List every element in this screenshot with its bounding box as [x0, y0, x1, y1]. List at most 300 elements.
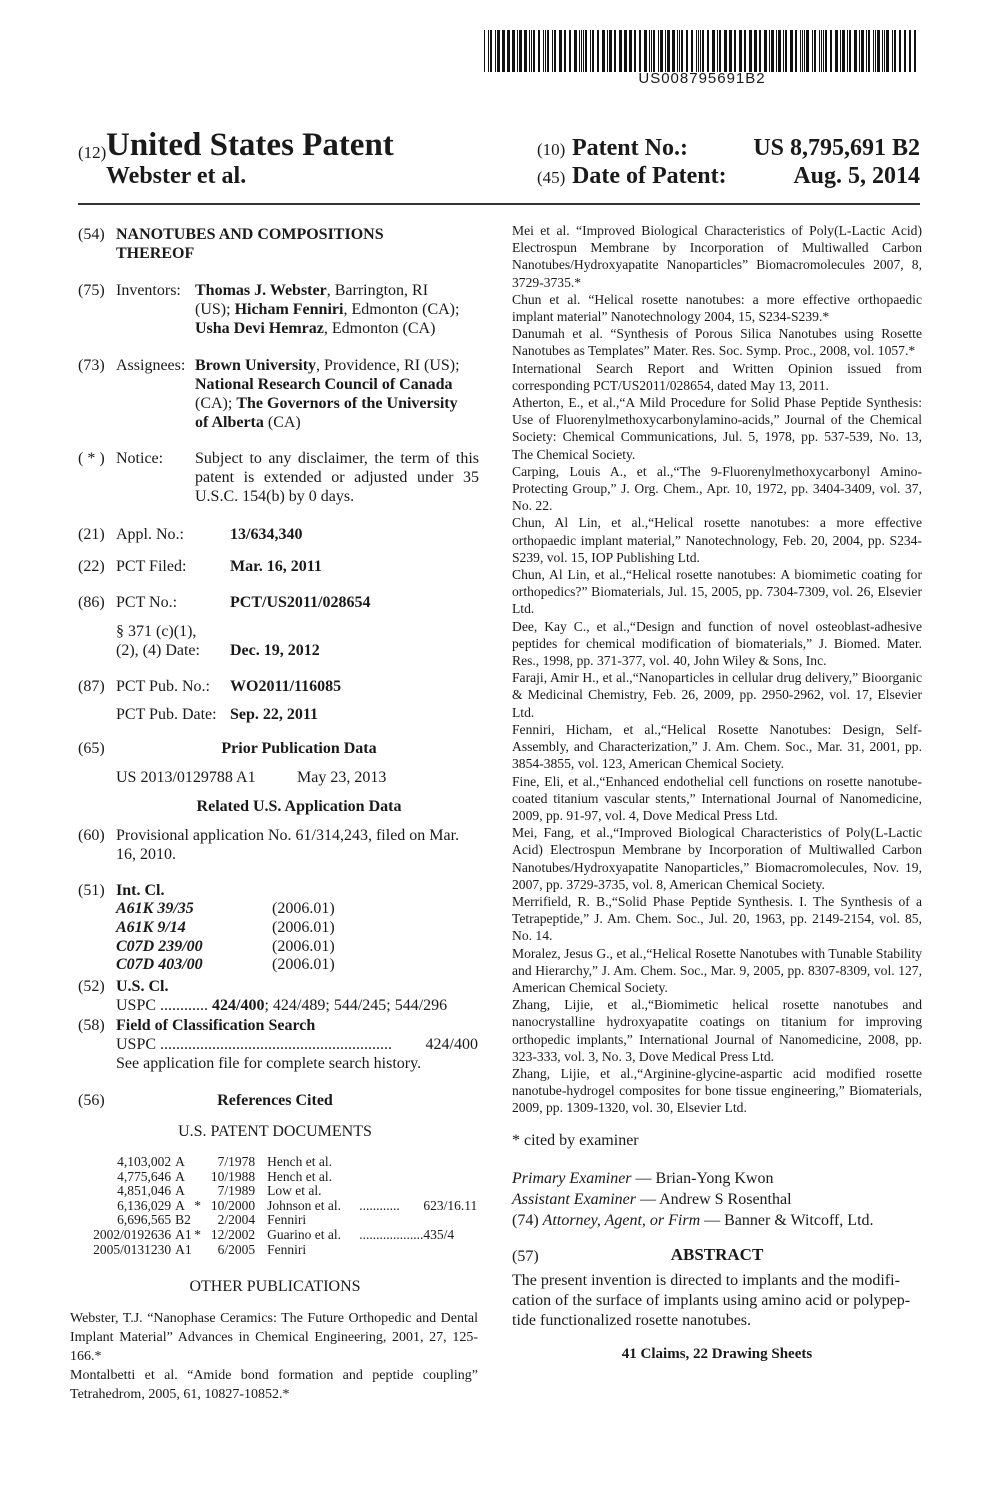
- publication-reference: Fenniri, Hicham, et al.,“Helical Rosette Nanotubes: Design, Self-Assembly, and Characterization,” J. Am. Chem. Soc., Mar. 31, 2001, pp. 3854-3855, vol. 123, American Chemical Society.: [512, 721, 922, 772]
- attorney-name: — Banner & Witcoff, Ltd.: [700, 1211, 874, 1229]
- kind-code-cell: A: [175, 1197, 185, 1213]
- patentee-cell: Hench et al.: [267, 1168, 332, 1184]
- barcode-bar: [660, 30, 663, 72]
- patentee-cell: Fenniri: [267, 1212, 307, 1228]
- barcode-bar: [488, 30, 489, 72]
- barcode-bar: [552, 30, 553, 72]
- barcode-bar: [707, 30, 709, 72]
- int-cl-class: C07D 403/00: [116, 956, 203, 974]
- claims-and-sheets: 41 Claims, 22 Drawing Sheets: [621, 1345, 813, 1362]
- class-cell: [423, 1184, 482, 1199]
- barcode-bar: [859, 30, 860, 72]
- class-cell: [423, 1155, 482, 1170]
- leader-cell: [359, 1213, 423, 1228]
- barcode-bar: [719, 30, 721, 72]
- int-cl-class: A61K 39/35: [116, 900, 194, 917]
- prior-publication-date: May 23, 2013: [297, 769, 387, 786]
- patent-date-cell: 7/1989: [217, 1183, 256, 1199]
- barcode-bar: [877, 30, 880, 72]
- barcode-bar: [861, 30, 864, 72]
- leader-cell: [359, 1155, 423, 1170]
- star-cell: [194, 1170, 206, 1185]
- patent-document-row: [78, 1213, 482, 1228]
- inventors-label: Inventors:: [116, 282, 181, 299]
- patent-document-row: [78, 1155, 482, 1170]
- inventor-location: (US);: [195, 301, 231, 318]
- barcode-bar: [495, 30, 496, 72]
- inid-code-73: (73): [78, 357, 105, 374]
- barcode-bar: [840, 30, 841, 72]
- assignee-name: National Research Council of Canada: [195, 376, 453, 393]
- star-cell: *: [194, 1226, 202, 1242]
- barcode-bar: [717, 30, 718, 72]
- barcode-bar: [795, 30, 797, 72]
- publication-reference: Montalbetti et al. “Amide bond formation and peptide coupling” Tetrahedrom, 2005, 61, 10827-10852.*: [70, 1368, 478, 1402]
- barcode-bar: [849, 30, 851, 72]
- barcode-bar: [744, 30, 746, 72]
- barcode-bar: [729, 30, 732, 72]
- barcode-bar: [538, 30, 540, 72]
- notice-line: U.S.C. 154(b) by 0 days.: [195, 488, 355, 505]
- int-cl-row: [116, 938, 335, 957]
- header-rule: [78, 203, 920, 205]
- barcode-bar: [914, 30, 916, 72]
- assignee-name: of Alberta: [195, 414, 264, 431]
- barcode-bar: [804, 30, 805, 72]
- barcode-bar: [778, 30, 781, 72]
- abstract-heading-row: [512, 1245, 922, 1267]
- title-line-2: THEREOF: [116, 245, 195, 262]
- barcode-bar: [830, 30, 832, 72]
- barcode-bar: [691, 30, 693, 72]
- int-cl-row: [116, 900, 335, 919]
- barcode-bar: [512, 30, 515, 72]
- barcode-bar: [529, 30, 530, 72]
- barcode-bar: [554, 30, 556, 72]
- barcode-bar: [569, 30, 571, 72]
- prior-publication-no: US 2013/0129788 A1: [116, 769, 256, 786]
- inid-code-75: (75): [78, 282, 105, 299]
- inventor-name: Usha Devi Hemraz: [195, 320, 324, 337]
- barcode-bar: [502, 30, 505, 72]
- examiners: [512, 1168, 922, 1231]
- barcode-bar: [821, 30, 822, 72]
- int-cl-table: [116, 900, 335, 975]
- inid-code-10: (10): [537, 140, 566, 159]
- patent-number-cell: 4,851,046: [117, 1183, 172, 1199]
- assignees-label: Assignees:: [116, 357, 186, 374]
- field-uspc-class: 424/400: [423, 1035, 478, 1054]
- patent-number: US 8,795,691 B2: [753, 135, 920, 161]
- patent-number-cell: 2005/0131230: [93, 1241, 172, 1257]
- barcode-bar: [702, 30, 704, 72]
- s371-date: Dec. 19, 2012: [230, 642, 320, 659]
- barcode-bar: [644, 30, 647, 72]
- kind-code-cell: A: [175, 1183, 185, 1199]
- int-cl-class: C07D 239/00: [116, 937, 203, 955]
- leader-cell: ............: [359, 1197, 400, 1213]
- provisional-application-line: Provisional application No. 61/314,243, filed on Mar.: [116, 827, 460, 844]
- barcode-bar: [581, 30, 582, 72]
- publication-reference: Dee, Kay C., et al.,“Design and function of novel osteoblast-adhesive peptides for chemical modification of biomaterials,” J. Biomed. Mater. Res., 1998, pp. 371-377, vol. 40, John Wiley & Sons, Inc.: [512, 618, 922, 669]
- abstract-line: cation of the surface of implants using amino acid or polypep-: [512, 1291, 911, 1309]
- barcode-bar: [800, 30, 801, 72]
- appl-no-label: Appl. No.:: [116, 526, 184, 543]
- publication-reference: Moralez, Jesus G., et al.,“Helical Rosette Nanotubes with Tunable Stability and Hierarchy,” J. Am. Chem. Soc., Mar. 9, 2005, pp. 8307-8309, vol. 127, American Chemical Society.: [512, 945, 922, 995]
- patentee-cell: Low et al.: [267, 1183, 322, 1199]
- assignee-location: (CA);: [195, 395, 233, 412]
- barcode-bar: [783, 30, 784, 72]
- assistant-examiner-name: — Andrew S Rosenthal: [636, 1190, 792, 1208]
- barcode-bar: [533, 30, 535, 72]
- primary-examiner-name: — Brian-Yong Kwon: [631, 1169, 774, 1187]
- barcode-bar: [679, 30, 680, 72]
- kind-code-cell: A1: [175, 1241, 192, 1257]
- barcode-bar: [739, 30, 742, 72]
- inventor-name: Thomas J. Webster: [195, 282, 327, 299]
- star-cell: [194, 1155, 206, 1170]
- barcode-bar: [658, 30, 659, 72]
- prior-publication-heading: Prior Publication Data: [221, 740, 377, 757]
- barcode-bar: [696, 30, 697, 72]
- abstract-heading: ABSTRACT: [670, 1244, 764, 1264]
- patent-date-cell: 6/2005: [217, 1241, 256, 1257]
- inventor-location: , Edmonton (CA);: [343, 301, 460, 318]
- int-cl-class: A61K 9/14: [116, 918, 186, 936]
- inventor-short-name: Webster et al.: [106, 163, 247, 189]
- barcode-bar: [724, 30, 727, 72]
- int-cl-label: Int. Cl.: [116, 882, 165, 899]
- barcode-bar: [547, 30, 549, 72]
- uspc-main-class: 424/400: [212, 997, 265, 1014]
- publication-reference: Fine, Eli, et al.,“Enhanced endothelial cell functions on rosette nanotube-coated titanium vascular stents,” International Journal of Nanomedicine, 2009, pp. 91-97, vol. 4, Dove Medical Press Ltd.: [512, 773, 922, 823]
- patentee-cell: Fenniri: [267, 1241, 307, 1257]
- barcode-bar: [665, 30, 666, 72]
- inid-code-54: (54): [78, 226, 105, 243]
- barcode-bar: [823, 30, 824, 72]
- primary-examiner-label: Primary Examiner: [512, 1169, 632, 1187]
- leader-cell: [359, 1170, 423, 1185]
- assignee-name: The Governors of the University: [236, 395, 458, 412]
- barcode-bar: [785, 30, 787, 72]
- patent-date-cell: 10/1988: [210, 1168, 256, 1184]
- field-of-search-label: Field of Classification Search: [116, 1017, 316, 1034]
- cited-by-examiner-note: * cited by examiner: [512, 1131, 639, 1149]
- patent-document-row: [78, 1184, 482, 1199]
- related-application-heading: Related U.S. Application Data: [196, 798, 402, 815]
- barcode-bar: [904, 30, 906, 72]
- barcode-bar: [764, 30, 767, 72]
- barcode-bar: [649, 30, 650, 72]
- pct-pub-date: Sep. 22, 2011: [230, 706, 319, 723]
- barcode-bar: [875, 30, 876, 72]
- pct-filed-label: PCT Filed:: [116, 558, 187, 575]
- pct-pub-date-label: PCT Pub. Date:: [116, 706, 217, 723]
- publication-reference: Chun, Al Lin, et al.,“Helical rosette nanotubes: a more effective orthopaedic implant material,” Nanotechnology, Feb. 20, 2004, pp. S234-S239, vol. 15, IOP Publishing Ltd.: [512, 515, 922, 565]
- barcode-bar: [639, 30, 641, 72]
- barcode-bar: [634, 30, 636, 72]
- barcode-bar: [712, 30, 715, 72]
- class-cell: 435/4: [423, 1226, 455, 1242]
- patent-date-cell: 2/2004: [217, 1212, 256, 1228]
- class-cell: [423, 1243, 482, 1258]
- class-cell: 623/16.11: [423, 1197, 478, 1213]
- star-cell: [194, 1243, 206, 1258]
- barcode: [484, 30, 920, 72]
- barcode-bar: [651, 30, 652, 72]
- other-publications-list: [70, 1309, 478, 1404]
- barcode-bar: [866, 30, 867, 72]
- patent-number-cell: 2002/0192636: [93, 1226, 172, 1242]
- kind-code-cell: B2: [175, 1212, 191, 1228]
- notice-line: Subject to any disclaimer, the term of this: [195, 450, 479, 467]
- barcode-bar: [597, 30, 599, 72]
- publication-reference: Danumah et al. “Synthesis of Porous Silica Nanotubes using Rosette Nanotubes as Templates” Mater. Res. Soc. Symp. Proc., 2008, vol. 1057.*: [512, 326, 922, 359]
- barcode-bar: [543, 30, 544, 72]
- pct-filed-date: Mar. 16, 2011: [230, 558, 322, 575]
- inid-code-45: (45): [537, 168, 566, 187]
- barcode-bar: [531, 30, 532, 72]
- barcode-bar: [490, 30, 492, 72]
- barcode-bar: [749, 30, 752, 72]
- barcode-bar: [677, 30, 678, 72]
- barcode-bar: [585, 30, 587, 72]
- patent-no-label: Patent No.:: [572, 135, 688, 161]
- field-uspc-leader: USPC ..........................................................: [116, 1036, 393, 1053]
- barcode-bar: [519, 30, 522, 72]
- inventor-location: , Edmonton (CA): [323, 320, 436, 337]
- pct-pub-no: WO2011/116085: [230, 678, 342, 695]
- barcode-bar: [909, 30, 911, 72]
- barcode-bar: [590, 30, 591, 72]
- patent-date-cell: 12/2002: [210, 1226, 256, 1242]
- barcode-bar: [624, 30, 627, 72]
- s371-date-label: (2), (4) Date:: [116, 642, 200, 659]
- attorney-label: Attorney, Agent, or Firm: [542, 1211, 701, 1229]
- int-cl-version: (2006.01): [272, 956, 335, 974]
- appl-no: 13/634,340: [230, 526, 303, 543]
- barcode-bar: [814, 30, 816, 72]
- barcode-bar: [686, 30, 688, 72]
- barcode-bar: [882, 30, 883, 72]
- barcode-bar: [629, 30, 632, 72]
- inid-code-52: (52): [78, 978, 105, 995]
- patent-number-cell: 4,775,646: [117, 1168, 172, 1184]
- barcode-bar: [812, 30, 813, 72]
- provisional-application-line: 16, 2010.: [116, 846, 176, 863]
- date-of-patent: Aug. 5, 2014: [793, 163, 920, 189]
- inid-code-86: (86): [78, 594, 105, 611]
- publication-reference: Webster, T.J. “Nanophase Ceramics: The Future Orthopedic and Dental Implant Material” Advances in Chemical Engineering, 2001, 27, 125-166.*: [70, 1311, 478, 1364]
- pct-pub-no-label: PCT Pub. No.:: [116, 678, 210, 695]
- assignee-location: (CA): [267, 414, 301, 431]
- publication-reference: Atherton, E., et al.,“A Mild Procedure for Solid Phase Peptide Synthesis: Use of Fluorenylmethoxycarbonylamino-acids,” Journal of the Chemical Society: Chemical Communications, Jul. 5, 1978, pp. 537-539, No. 13, The Chemical Society.: [512, 395, 922, 462]
- barcode-bar: [497, 30, 500, 72]
- barcode-bar: [819, 30, 820, 72]
- patent-date-cell: 10/2000: [210, 1197, 256, 1213]
- inid-code-60: (60): [78, 827, 105, 844]
- pct-no: PCT/US2011/028654: [230, 594, 371, 611]
- int-cl-version: (2006.01): [272, 900, 335, 917]
- leader-cell: [359, 1243, 423, 1258]
- assignees-list: [195, 356, 490, 432]
- notice-label: Notice:: [116, 450, 164, 467]
- barcode-bar: [559, 30, 562, 72]
- barcode-bar: [517, 30, 518, 72]
- publication-reference: International Search Report and Written Opinion issued from corresponding PCT/US2011/028654, dated May 13, 2011.: [512, 360, 922, 393]
- int-cl-row: [116, 956, 335, 975]
- patent-number-cell: 6,696,565: [117, 1212, 172, 1228]
- patent-documents-table: [78, 1155, 482, 1257]
- barcode-bar: [771, 30, 774, 72]
- barcode-bar: [790, 30, 793, 72]
- star-cell: [194, 1184, 206, 1199]
- publication-reference: Mei et al. “Improved Biological Characteristics of Poly(L-Lactic Acid) Electrospun Membrane by Incorporation of Multiwalled Carbon Nanotubes/Hydroxyapatite Nanoparticles” Biomacromolecules 2007, 8, 3729-3735.*: [512, 223, 922, 290]
- kind-code-cell: A1: [175, 1226, 192, 1242]
- barcode-bar: [607, 30, 608, 72]
- barcode-bar: [734, 30, 736, 72]
- barcode-bar: [507, 30, 510, 72]
- uspc-other-classes: ; 424/489; 544/245; 544/296: [264, 997, 448, 1014]
- barcode-bar: [754, 30, 757, 72]
- inid-code-56: (56): [78, 1092, 105, 1109]
- publication-reference: Zhang, Lijie, et al.,“Biomimetic helical rosette nanotubes and nanocrystalline hydroxyapatite coatings on titanium for improving orthopedic implants,” International Journal of Nanomedicine, 2008, pp. 323-333, vol. 3, No. 3, Dove Medical Press Ltd.: [512, 997, 922, 1064]
- publication-reference: Merrifield, R. B.,“Solid Phase Peptide Synthesis. I. The Synthesis of a Tetrapeptide,” J. Am. Chem. Soc., Jul. 20, 1963, pp. 2149-2154, vol. 85, No. 14.: [512, 893, 922, 944]
- class-cell: [423, 1170, 482, 1185]
- uspc-label: USPC: [116, 997, 157, 1014]
- patentee-cell: Guarino et al.: [267, 1226, 341, 1242]
- barcode-bar: [609, 30, 612, 72]
- barcode-bar: [776, 30, 777, 72]
- leader-cell: [359, 1184, 423, 1199]
- barcode-bar: [653, 30, 655, 72]
- patent-document-row: [78, 1170, 482, 1185]
- field-search-note: See application file for complete search history.: [116, 1055, 422, 1072]
- inid-code-21: (21): [78, 526, 105, 543]
- patent-document-row: [78, 1228, 482, 1243]
- barcode-bar: [884, 30, 885, 72]
- inventor-location: , Barrington, RI: [326, 282, 429, 299]
- other-publications-continued: [512, 222, 922, 1117]
- barcode-bar: [894, 30, 896, 72]
- barcode-bar: [825, 30, 827, 72]
- other-publications-heading: OTHER PUBLICATIONS: [189, 1278, 361, 1295]
- barcode-bar: [484, 30, 485, 72]
- barcode-bar: [681, 30, 683, 72]
- barcode-bar: [619, 30, 622, 72]
- abstract-line: The present invention is directed to implants and the modifi-: [512, 1271, 900, 1289]
- int-cl-version: (2006.01): [272, 937, 335, 955]
- barcode-bar: [759, 30, 761, 72]
- publication-reference: Mei, Fang, et al.,“Improved Biological Characteristics of Poly(L-Lactic Acid) Electrospun Membrane by Incorporation of Multiwalled Carbon Nanotubes/Hydroxyapatite Nanoparticles,” Biomacromolecules, Nov. 19, 2007, pp. 3729-3735, vol. 8, American Chemical Society.: [512, 825, 922, 892]
- publication-reference: Zhang, Lijie, et al.,“Arginine-glycine-aspartic acid modified rosette nanotube-hydrogel composites for bone tissue engineering,” Biomaterials, 2009, pp. 1309-1320, vol. 30, Elsevier Ltd.: [512, 1065, 922, 1116]
- barcode-bar: [806, 30, 809, 72]
- barcode-bar: [672, 30, 675, 72]
- barcode-bar: [842, 30, 845, 72]
- int-cl-version: (2006.01): [272, 918, 335, 936]
- barcode-bar: [835, 30, 838, 72]
- barcode-bar: [886, 30, 889, 72]
- barcode-bar: [892, 30, 893, 72]
- barcode-bar: [574, 30, 577, 72]
- publication-number: US008795691B2: [638, 70, 766, 87]
- notice-line: patent is extended or adjusted under 35: [195, 469, 479, 486]
- inventor-name: Hicham Fenniri: [234, 301, 344, 318]
- us-cl-label: U.S. Cl.: [116, 978, 169, 995]
- patent-number-cell: 6,136,029: [117, 1197, 172, 1213]
- barcode-bar: [602, 30, 605, 72]
- barcode-bar: [873, 30, 874, 72]
- class-cell: [423, 1213, 482, 1228]
- references-cited-heading: References Cited: [217, 1092, 333, 1109]
- barcode-bar: [868, 30, 870, 72]
- barcode-bar: [802, 30, 803, 72]
- barcode-bar: [583, 30, 584, 72]
- int-cl-row: [116, 919, 335, 938]
- publication-reference: Chun et al. “Helical rosette nanotubes: a more effective orthopaedic implant material” Nanotechnology 2004, 15, S234-S239.*: [512, 291, 922, 325]
- barcode-bar: [524, 30, 527, 72]
- assignee-location: , Providence, RI (US);: [316, 357, 460, 374]
- barcode-bar: [700, 30, 701, 72]
- inid-code-51: (51): [78, 882, 105, 899]
- inid-code-58: (58): [78, 1017, 105, 1034]
- barcode-bar: [769, 30, 770, 72]
- inventors-list: [195, 281, 485, 338]
- patent-date-cell: 7/1978: [217, 1154, 256, 1169]
- pct-no-label: PCT No.:: [116, 594, 178, 611]
- assignee-name: Brown University: [195, 357, 317, 374]
- inid-code-74: (74): [512, 1211, 539, 1229]
- assistant-examiner-label: Assistant Examiner: [512, 1190, 636, 1208]
- barcode-bar: [579, 30, 580, 72]
- title-line-1: NANOTUBES AND COMPOSITIONS: [116, 226, 384, 243]
- barcode-bar: [667, 30, 670, 72]
- inid-code-87: (87): [78, 678, 105, 695]
- right-column: [512, 222, 922, 1364]
- inid-code-65: (65): [78, 740, 105, 757]
- abstract-text: [512, 1271, 922, 1331]
- left-column: [70, 225, 482, 1405]
- barcode-bar: [899, 30, 901, 72]
- patent-document-row: [78, 1199, 482, 1214]
- s371-label: § 371 (c)(1),: [116, 623, 197, 640]
- barcode-bar: [847, 30, 848, 72]
- barcode-bar: [854, 30, 857, 72]
- patentee-cell: Hench et al.: [267, 1154, 332, 1169]
- patent-number-cell: 4,103,002: [117, 1154, 172, 1169]
- barcode-bar: [698, 30, 699, 72]
- date-of-patent-label: Date of Patent:: [572, 163, 727, 189]
- document-type-title: United States Patent: [106, 127, 394, 163]
- kind-code-cell: A: [175, 1168, 185, 1184]
- kind-code-cell: A: [175, 1154, 185, 1169]
- uspc-leader: ............: [160, 997, 209, 1014]
- patent-document-row: [78, 1243, 482, 1258]
- inid-code-22: (22): [78, 558, 105, 575]
- inid-code-57: (57): [512, 1247, 539, 1265]
- us-patent-documents-heading: U.S. PATENT DOCUMENTS: [178, 1123, 372, 1140]
- star-cell: [194, 1213, 206, 1228]
- barcode-bar: [545, 30, 546, 72]
- publication-reference: Carping, Louis A., et al.,“The 9-Fluorenylmethoxycarbonyl Amino-Protecting Group,” J. Org. Chem., Apr. 10, 1972, pp. 3404-3409, vol. 37, No. 22.: [512, 463, 922, 514]
- patentee-cell: Johnson et al.: [267, 1197, 342, 1213]
- star-cell: *: [194, 1197, 202, 1213]
- inid-code-notice: ( * ): [78, 450, 105, 467]
- barcode-bar: [592, 30, 594, 72]
- abstract-line: tide functionalized rosette nanotubes.: [512, 1311, 752, 1329]
- publication-reference: Chun, Al Lin, et al.,“Helical rosette nanotubes: A biomimetic coating for orthopedics?” Biomaterials, Jul. 15, 2005, pp. 7304-7309, vol. 26, Elsevier Ltd.: [512, 567, 922, 617]
- barcode-bar: [564, 30, 566, 72]
